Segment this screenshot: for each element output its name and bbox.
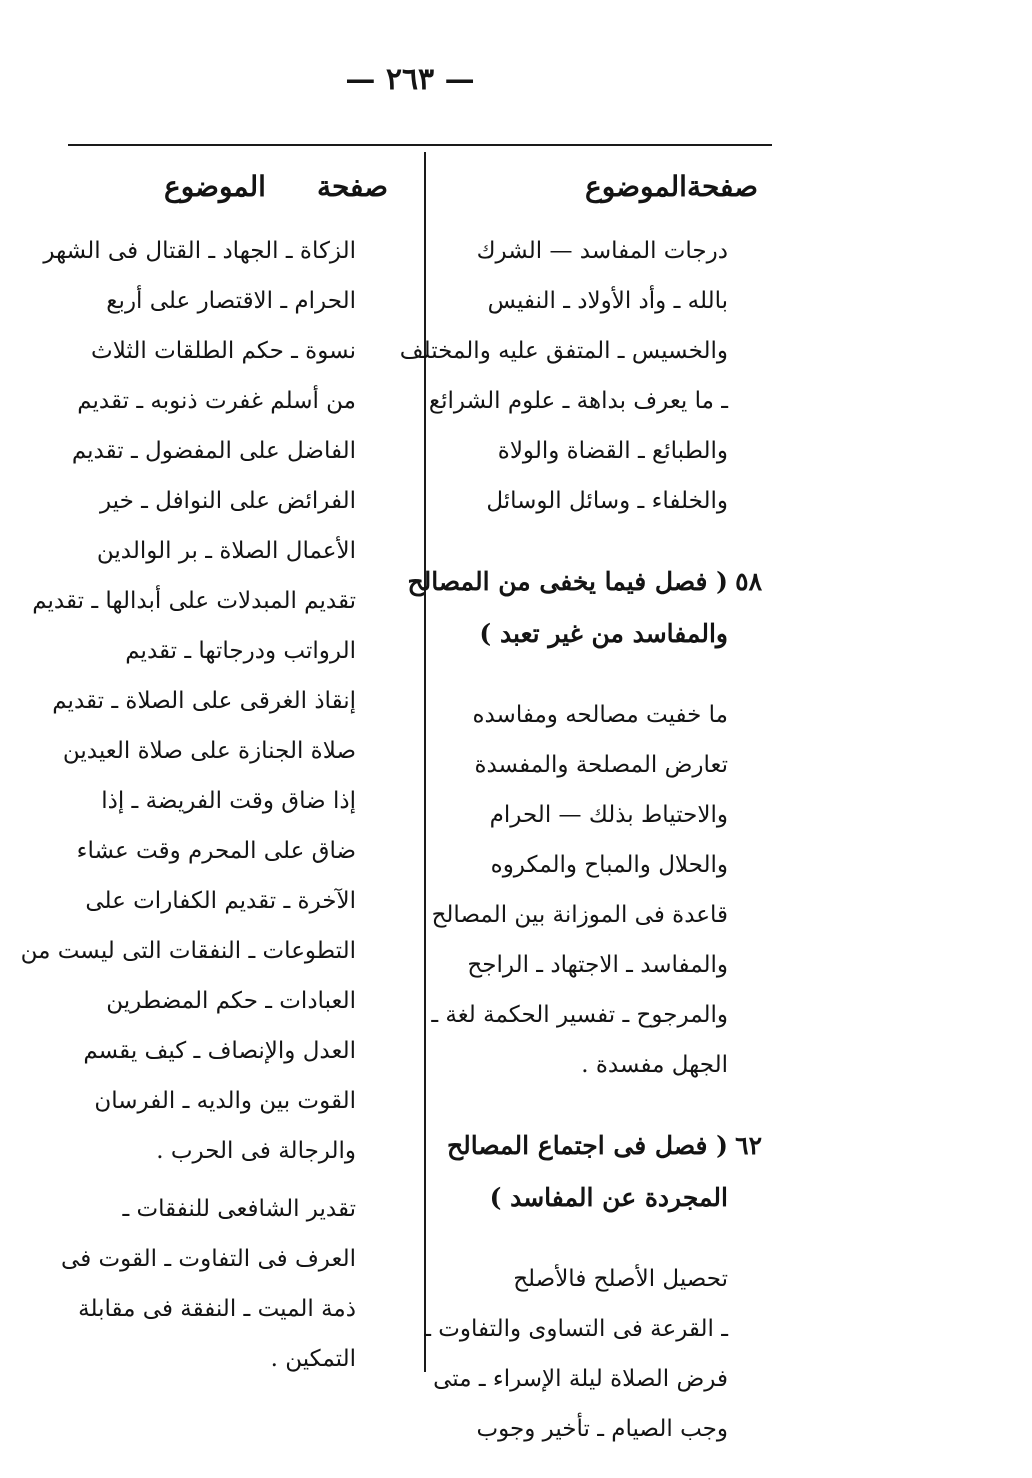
index-line: درجات المفاسد — الشرك xyxy=(476,238,728,264)
index-line: الرواتب ودرجاتها ـ تقديم xyxy=(125,638,356,664)
index-line: الحرام ـ الاقتصار على أربع xyxy=(106,288,356,314)
index-line: والرجالة فى الحرب . xyxy=(156,1138,356,1164)
left-column xyxy=(20,170,388,1384)
index-line: والمرجوح ـ تفسير الحكمة لغة ـ xyxy=(431,1002,728,1028)
index-line: من أسلم غفرت ذنوبه ـ تقديم xyxy=(77,388,356,414)
index-line: ـ ما يعرف بداهة ـ علوم الشرائع xyxy=(428,388,728,414)
section-heading xyxy=(444,1120,762,1224)
index-line: والمفاسد ـ الاجتهاد ـ الراجح xyxy=(467,952,728,978)
index-line: وجب الصيام ـ تأخير وجوب xyxy=(476,1416,728,1442)
index-line: العدل والإنصاف ـ كيف يقسم xyxy=(83,1038,356,1064)
page-column-label: صفحة xyxy=(316,170,388,203)
page-number: — ٢٦٣ — xyxy=(345,62,475,97)
index-line: تعارض المصلحة والمفسدة xyxy=(474,752,728,778)
index-line: والخلفاء ـ وسائل الوسائل xyxy=(486,488,728,514)
top-rule xyxy=(68,144,772,146)
left-column-header xyxy=(76,170,388,226)
topic-column-label: الموضوع xyxy=(585,170,687,203)
index-line: فرض الصلاة ليلة الإسراء ـ متى xyxy=(433,1366,728,1392)
index-line: ذمة الميت ـ النفقة فى مقابلة xyxy=(78,1296,356,1322)
index-line: القوت بين والديه ـ الفرسان xyxy=(94,1088,356,1114)
section-title: والمفاسد من غير تعبد ) xyxy=(479,619,728,648)
section-title: ( فصل فيما يخفى من المصالح xyxy=(407,567,728,596)
index-line: ما خفيت مصالحه ومفاسده xyxy=(472,702,728,728)
right-column-header xyxy=(444,170,762,226)
index-line: ـ القرعة فى التساوى والتفاوت ـ xyxy=(424,1316,728,1342)
index-line: بالله ـ وأد الأولاد ـ النفيس xyxy=(487,288,728,314)
index-line: العرف فى التفاوت ـ القوت فى xyxy=(61,1246,356,1272)
right-column xyxy=(399,170,762,1454)
index-line: والاحتياط بذلك — الحرام xyxy=(489,802,728,828)
index-line: تحصيل الأصلح فالأصلح xyxy=(513,1266,728,1292)
section-title: ( فصل فى اجتماع المصالح xyxy=(447,1131,728,1160)
index-line: تقدير الشافعى للنفقات ـ xyxy=(122,1196,356,1222)
index-line: نسوة ـ حكم الطلقات الثلاث xyxy=(91,338,356,364)
index-line: إذا ضاق وقت الفريضة ـ إذا xyxy=(101,788,356,814)
index-line: الفرائض على النوافل ـ خير xyxy=(99,488,356,514)
section-page-number: ٥٨ xyxy=(735,567,762,596)
index-line: تقديم المبدلات على أبدالها ـ تقديم xyxy=(32,588,356,614)
index-line: الزكاة ـ الجهاد ـ القتال فى الشهر xyxy=(43,238,356,264)
page-column-label: صفحة xyxy=(686,170,758,203)
index-line: الآخرة ـ تقديم الكفارات على xyxy=(85,888,356,914)
index-line: صلاة الجنازة على صلاة العيدين xyxy=(62,738,356,764)
section-heading xyxy=(407,556,762,660)
section-page-number: ٦٢ xyxy=(735,1131,762,1160)
index-line: قاعدة فى الموزانة بين المصالح xyxy=(431,902,728,928)
index-line: والطبائع ـ القضاة والولاة xyxy=(497,438,728,464)
index-line: ضاق على المحرم وقت عشاء xyxy=(76,838,356,864)
section-title: المجردة عن المفاسد ) xyxy=(489,1183,728,1212)
index-line: التمكين . xyxy=(270,1346,356,1372)
index-line: والحلال والمباح والمكروه xyxy=(490,852,728,878)
index-line: الفاضل على المفضول ـ تقديم xyxy=(71,438,356,464)
index-line: التطوعات ـ النفقات التى ليست من xyxy=(20,938,356,964)
index-line: الأعمال الصلاة ـ بر الوالدين xyxy=(96,538,356,564)
index-line: والخسيس ـ المتفق عليه والمختلف xyxy=(399,338,728,364)
index-line: إنقاذ الغرقى على الصلاة ـ تقديم xyxy=(52,688,356,714)
index-line: الجهل مفسدة . xyxy=(581,1052,728,1078)
topic-column-label: الموضوع xyxy=(164,170,266,203)
index-line: العبادات ـ حكم المضطرين xyxy=(106,988,356,1014)
